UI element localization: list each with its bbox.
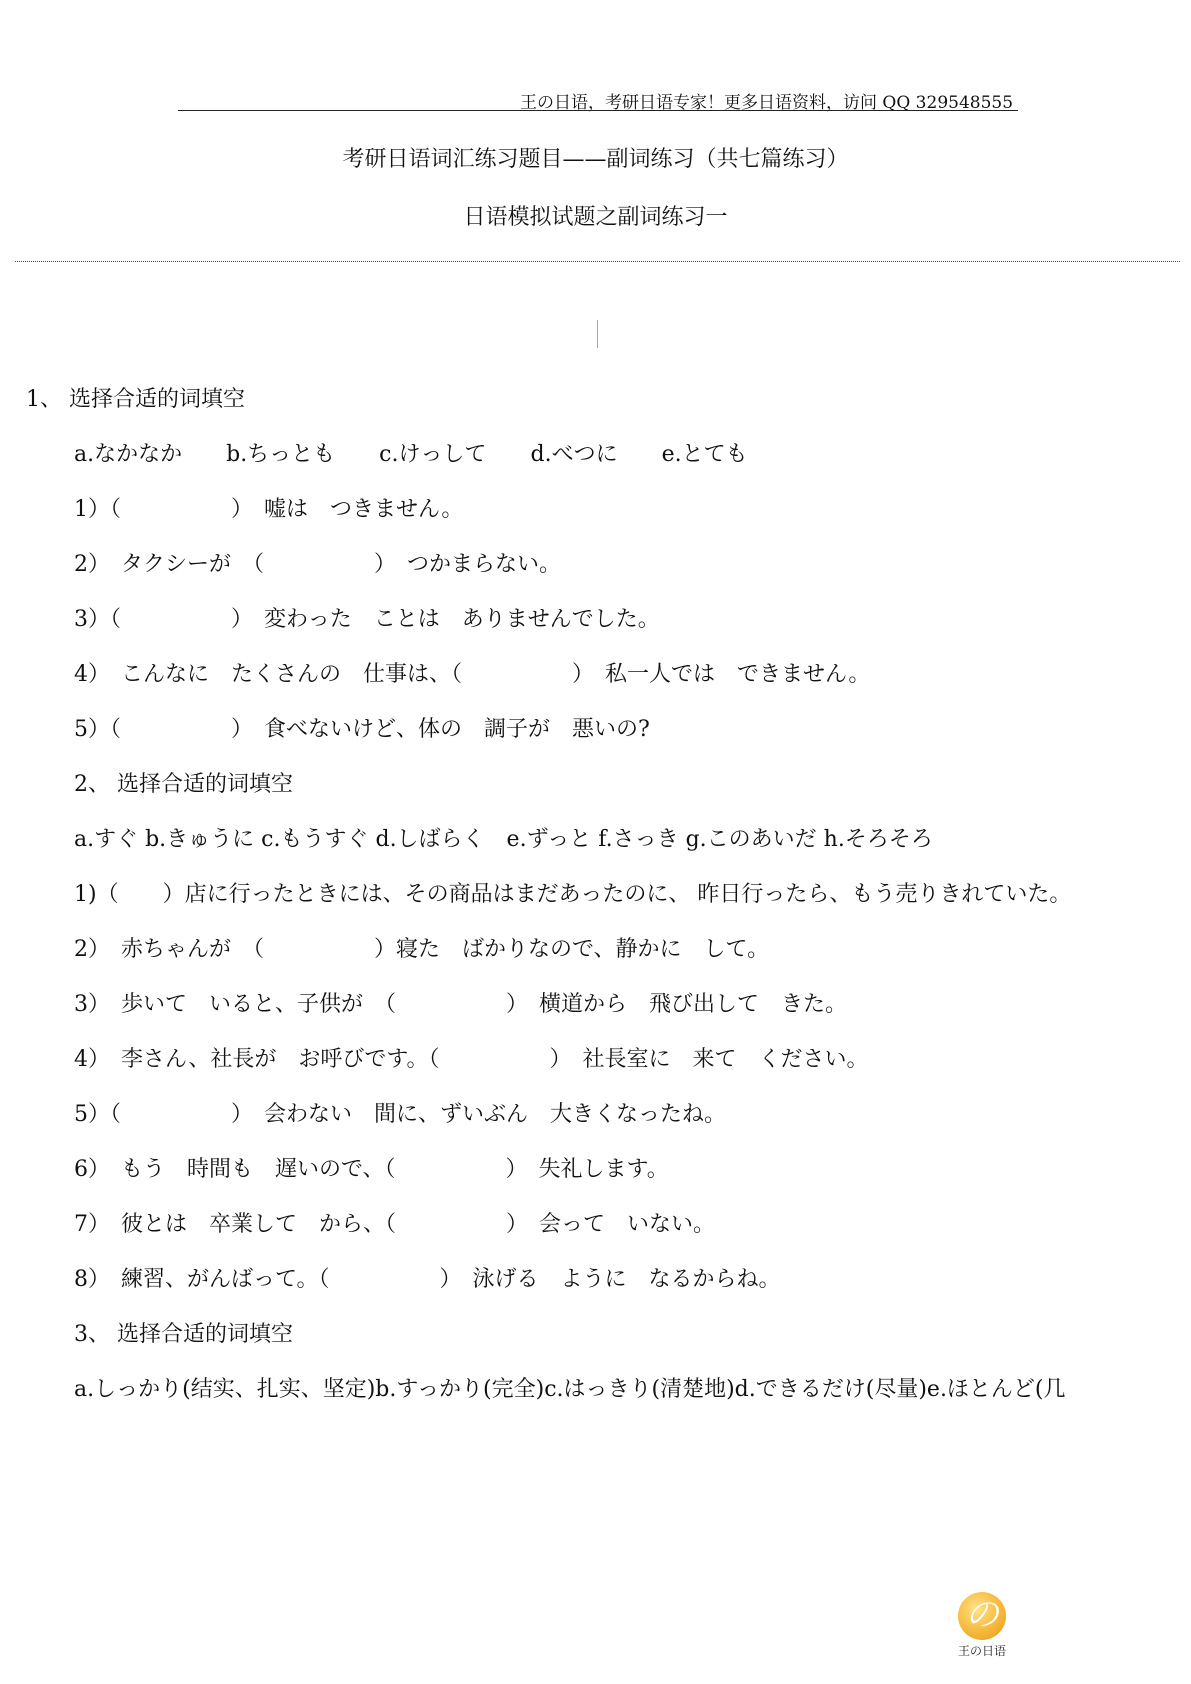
dotted-divider bbox=[15, 261, 1180, 262]
document-subtitle: 日语模拟试题之副词练习一 bbox=[463, 205, 728, 230]
question-line: 1）（ ） 嘘は つきません。 bbox=[74, 497, 464, 522]
page-header-text: 王の日语，考研日语专家！更多日语资料，访问 QQ 329548555 bbox=[520, 93, 1014, 113]
question-line: 8） 練習、がんばって。（ ） 泳げる ように なるからね。 bbox=[74, 1267, 781, 1292]
section-heading: 2、 选择合适的词填空 bbox=[74, 772, 293, 797]
question-line: 2） タクシーが （ ） つかまらない。 bbox=[74, 552, 561, 577]
options-line: a.しっかり(结实、扎实、坚定)b.すっかり(完全)c.はっきり(清楚地)d.できるだけ(尽量)e.ほとんど(几 bbox=[74, 1377, 1066, 1402]
header-rule bbox=[178, 110, 1018, 111]
question-line: 5）（ ） 食べないけど、体の 調子が 悪いの? bbox=[74, 717, 650, 742]
question-line: 5）（ ） 会わない 間に、ずいぶん 大きくなったね。 bbox=[74, 1102, 726, 1127]
logo-mark-icon: の bbox=[958, 1592, 1006, 1640]
question-line: 1)（ ）店に行ったときには、その商品はまだあったのに、 昨日行ったら、もう売りきれていた。 bbox=[74, 882, 1072, 907]
text-cursor bbox=[597, 320, 598, 348]
question-line: 2） 赤ちゃんが （ ）寝た ばかりなので、静かに して。 bbox=[74, 937, 770, 962]
document-title: 考研日语词汇练习题目——副词练习（共七篇练习） bbox=[342, 147, 849, 172]
question-line: 3）（ ） 変わった ことは ありませんでした。 bbox=[74, 607, 660, 632]
logo-text: 王の日语 bbox=[957, 1644, 1006, 1658]
section-heading: 1、 选择合适的词填空 bbox=[26, 387, 245, 412]
question-line: 3） 歩いて いると、子供が （ ） 横道から 飛び出して きた。 bbox=[74, 992, 847, 1017]
question-line: 6） もう 時間も 遅いので、（ ） 失礼します。 bbox=[74, 1157, 669, 1182]
section-heading: 3、 选择合适的词填空 bbox=[74, 1322, 293, 1347]
question-line: 4） こんなに たくさんの 仕事は、（ ） 私一人では できません。 bbox=[74, 662, 871, 687]
brand-logo bbox=[922, 1592, 1042, 1659]
options-line: a.なかなか b.ちっとも c.けっして d.べつに e.とても bbox=[74, 442, 748, 467]
question-line: 4） 李さん、社長が お呼びです。（ ） 社長室に 来て ください。 bbox=[74, 1047, 869, 1072]
question-line: 7） 彼とは 卒業して から、（ ） 会って いない。 bbox=[74, 1212, 715, 1237]
options-line: a.すぐ b.きゅうに c.もうすぐ d.しばらく e.ずっと f.さっき g.このあいだ h.そろそろ bbox=[74, 827, 933, 852]
